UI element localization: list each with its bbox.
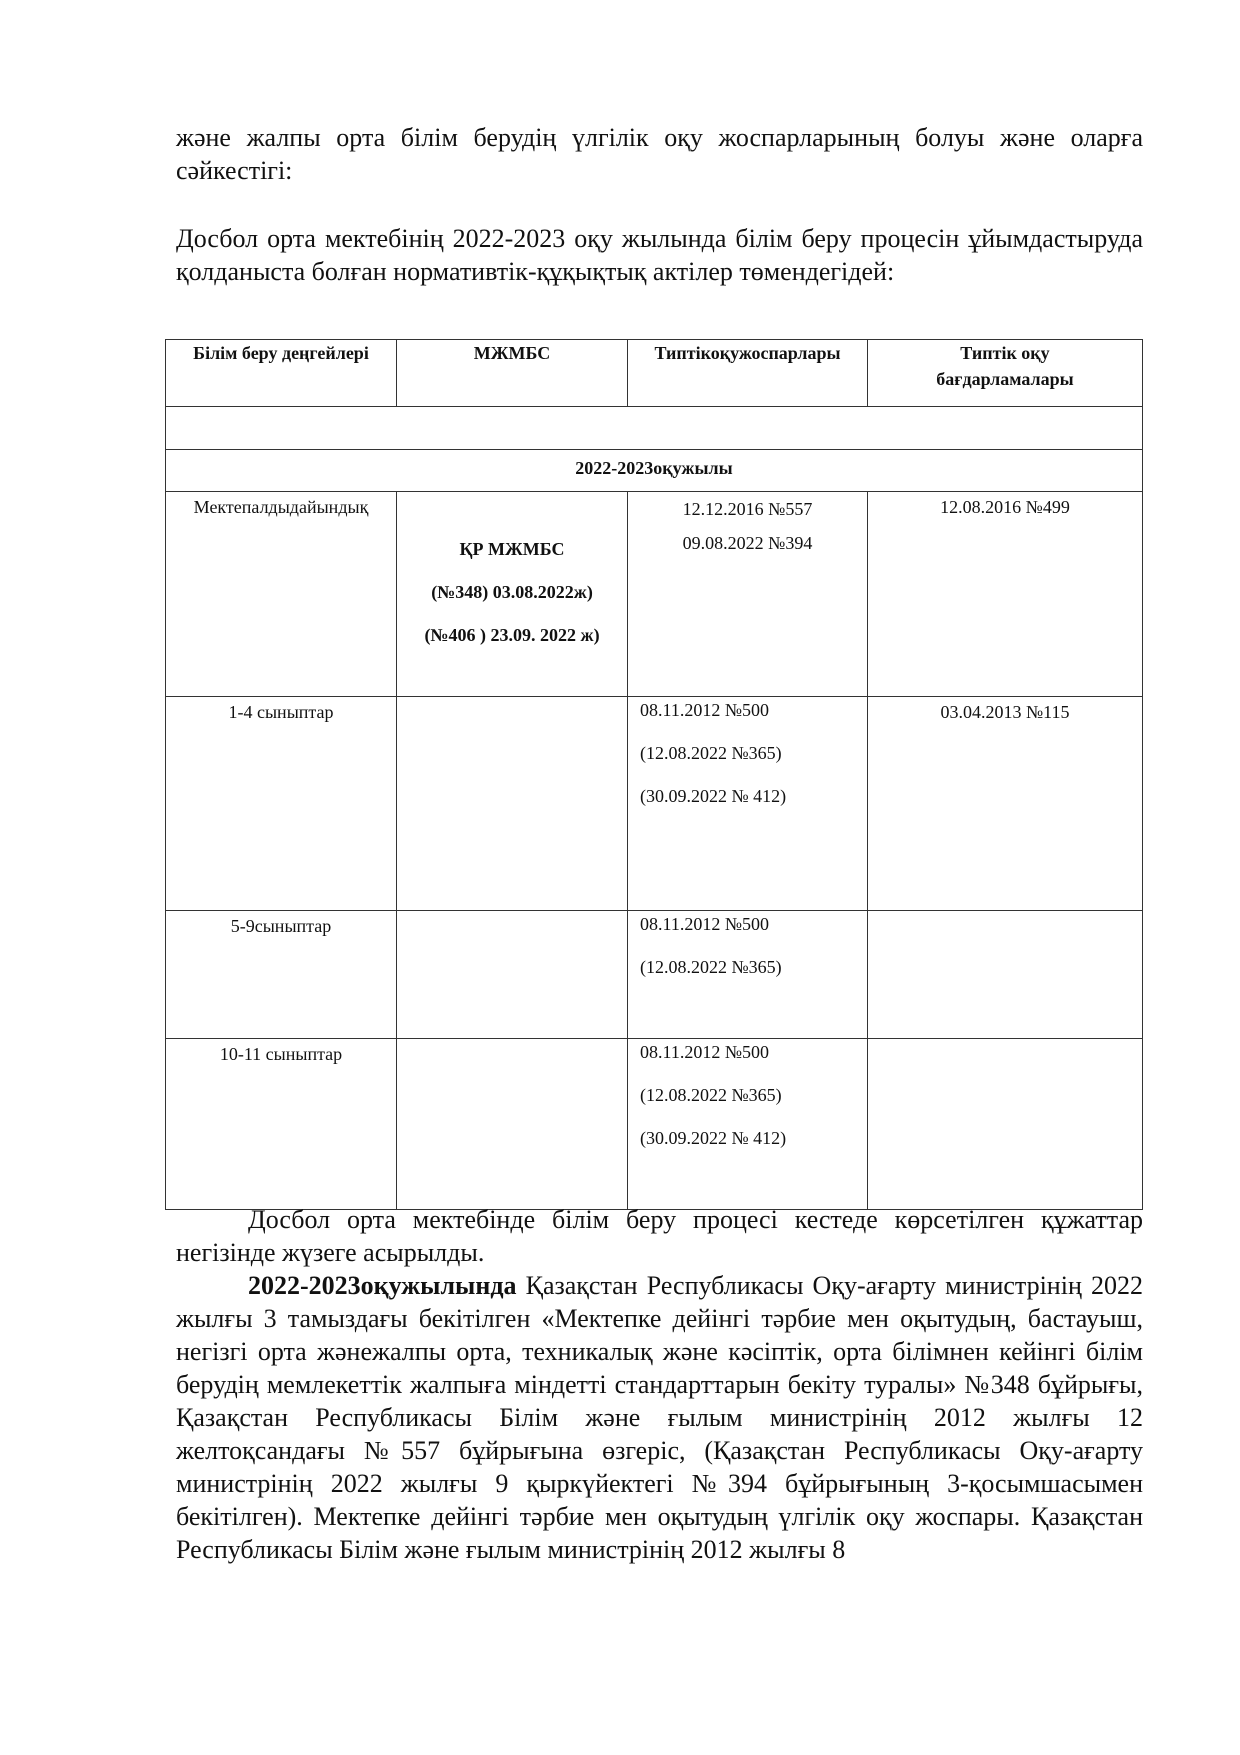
programs-cell: 03.04.2013 №115 <box>868 697 1143 911</box>
lead-paragraph: Досбол орта мектебінің 2022-2023 оқу жылында білім беру процесін ұйымдастыруда қолданыста болған нормативтік-құқықтық актілер төмендегідей: <box>176 224 1143 286</box>
plan-line: (12.08.2022 №365) <box>640 743 782 763</box>
header-levels: Білім беру деңгейлері <box>166 340 397 407</box>
header-programs <box>868 340 1143 407</box>
closing-text: Қазақстан Республикасы Оқу-ағарту министрінің 2022 жылғы 3 тамыздағы бекітілген «Мектепке дейінгі тәрбие мен оқытудың, бастауыш, негізгі орта жәнежалпы орта, техникалық және кәсіптік, орта білімнен кейінгі білім берудің мемлекеттік жалпыға міндетті стандарттарын бекіту туралы» №348 бұйрығы, Қазақстан Республикасы Білім және ғылым министрінің 2012 жылғы 12 желтоқсандағы №557 бұйрығына өзгеріс, (Қазақстан Республикасы Оқу-ағарту министрінің 2022 жылғы 9 қыркүйектегі №394 бұйрығының 3-қосымшасымен бекітілген). Мектепке дейінгі тәрбие мен оқытудың үлгілік оқу жоспары. Қазақстан Республикасы Білім және ғылым министрінің 2012 жылғы 8 <box>176 1271 1143 1564</box>
table-row <box>166 911 1143 1039</box>
table-row <box>166 1039 1143 1210</box>
plan-line: 08.11.2012 №500 <box>640 914 770 934</box>
plan-line: (30.09.2022 № 412) <box>640 1128 787 1148</box>
plan-line: (12.08.2022 №365) <box>640 1085 782 1105</box>
header-plans: Типтікоқужоспарлары <box>628 340 868 407</box>
mjmbs-cell <box>397 911 628 1039</box>
after-table-paragraph: Досбол орта мектебінде білім беру процесі кестеде көрсетілген құжаттар негізінде жүзеге асырылды. <box>176 1205 1143 1267</box>
plan-line: 09.08.2022 №394 <box>682 533 813 553</box>
table-header-row <box>166 340 1143 407</box>
closing-lead: 2022-2023оқужылында <box>248 1271 517 1300</box>
plan-line: 08.11.2012 №500 <box>640 700 770 720</box>
mjmbs-cell <box>397 697 628 911</box>
closing-paragraph <box>176 1269 1143 1566</box>
plans-cell <box>628 697 868 911</box>
header-mjmbs: МЖМБС <box>397 340 628 407</box>
header-programs-text: Типтік оқу бағдарламалары <box>936 343 1074 389</box>
programs-cell: 12.08.2016 №499 <box>868 492 1143 697</box>
mjmbs-line: (№406 ) 23.09. 2022 ж) <box>424 625 600 645</box>
level-cell: 5-9сыныптар <box>166 911 397 1039</box>
empty-cell <box>166 407 1143 450</box>
mjmbs-cell <box>397 492 628 697</box>
plan-line: (12.08.2022 №365) <box>640 957 782 977</box>
year-cell: 2022-2023оқужылы <box>166 450 1143 492</box>
intro-paragraph: және жалпы орта білім берудің үлгілік оқу жоспарларының болуы және оларға сәйкестігі: <box>176 123 1143 185</box>
mjmbs-line: ҚР МЖМБС <box>459 539 565 559</box>
programs-cell <box>868 1039 1143 1210</box>
mjmbs-cell <box>397 1039 628 1210</box>
plans-cell <box>628 492 868 697</box>
programs-cell <box>868 911 1143 1039</box>
table-row <box>166 492 1143 697</box>
plan-line: (30.09.2022 № 412) <box>640 786 787 806</box>
empty-row <box>166 407 1143 450</box>
plans-cell <box>628 1039 868 1210</box>
plan-line: 08.11.2012 №500 <box>640 1042 770 1062</box>
plans-cell <box>628 911 868 1039</box>
year-row <box>166 450 1143 492</box>
mjmbs-line: (№348) 03.08.2022ж) <box>431 582 593 602</box>
level-cell: 10-11 сыныптар <box>166 1039 397 1210</box>
level-cell: 1-4 сыныптар <box>166 697 397 911</box>
normative-acts-table <box>165 339 1143 1210</box>
level-cell: Мектепалдыдайындық <box>166 492 397 697</box>
table-row <box>166 697 1143 911</box>
plan-line: 12.12.2016 №557 <box>682 499 813 519</box>
